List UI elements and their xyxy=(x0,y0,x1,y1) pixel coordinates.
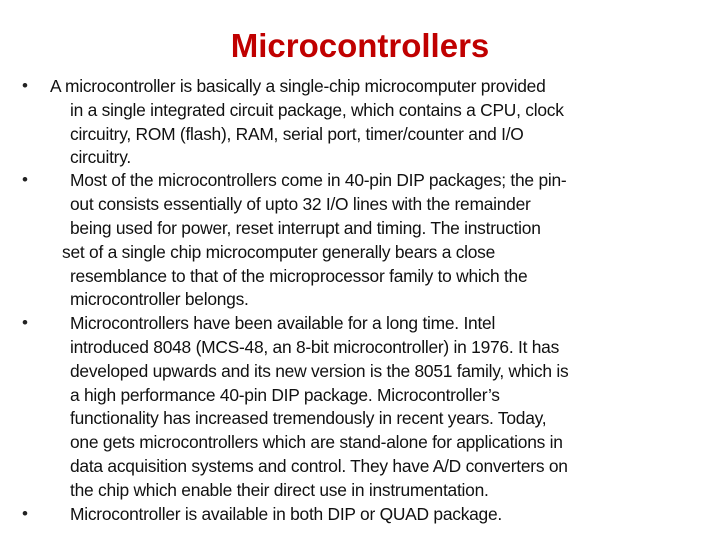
bullet-line: in a single integrated circuit package, which contains a CPU, clock xyxy=(70,100,564,120)
bullet-line: one gets microcontrollers which are stand-alone for applications in xyxy=(70,432,563,452)
bullet-line: resemblance to that of the microprocessor family to which the xyxy=(70,266,528,286)
bullet-line: data acquisition systems and control. They have A/D converters on xyxy=(70,456,568,476)
bullet-line: developed upwards and its new version is the 8051 family, which is xyxy=(70,361,569,381)
bullet-line: being used for power, reset interrupt and timing. The instruction xyxy=(70,218,541,238)
bullet-marker: • xyxy=(22,504,28,523)
bullet-line: the chip which enable their direct use in instrumentation. xyxy=(70,480,489,500)
bullet-line: out consists essentially of upto 32 I/O lines with the remainder xyxy=(70,194,531,214)
bullet-line: microcontroller belongs. xyxy=(70,289,249,309)
bullet-line: A microcontroller is basically a single-chip microcomputer provided xyxy=(50,76,546,96)
bullet-marker: • xyxy=(22,170,28,189)
bullet-line: set of a single chip microcomputer generally bears a close xyxy=(62,242,496,262)
bullet-line: introduced 8048 (MCS-48, an 8-bit microcontroller) in 1976. It has xyxy=(70,337,560,357)
bullet-line: functionality has increased tremendously in recent years. Today, xyxy=(70,408,547,428)
slide-title: Microcontrollers xyxy=(230,27,490,64)
bullet-marker: • xyxy=(22,76,28,95)
bullet-marker: • xyxy=(22,313,28,332)
bullet-line: circuitry. xyxy=(70,147,131,167)
bullet-line: Microcontroller is available in both DIP or QUAD package. xyxy=(70,504,502,524)
bullet-line: Microcontrollers have been available for a long time. Intel xyxy=(70,313,496,333)
bullet-line: circuitry, ROM (flash), RAM, serial port, timer/counter and I/O xyxy=(70,124,524,144)
bullet-line: a high performance 40-pin DIP package. Microcontroller’s xyxy=(70,385,500,405)
bullet-line: Most of the microcontrollers come in 40-pin DIP packages; the pin- xyxy=(70,170,567,190)
